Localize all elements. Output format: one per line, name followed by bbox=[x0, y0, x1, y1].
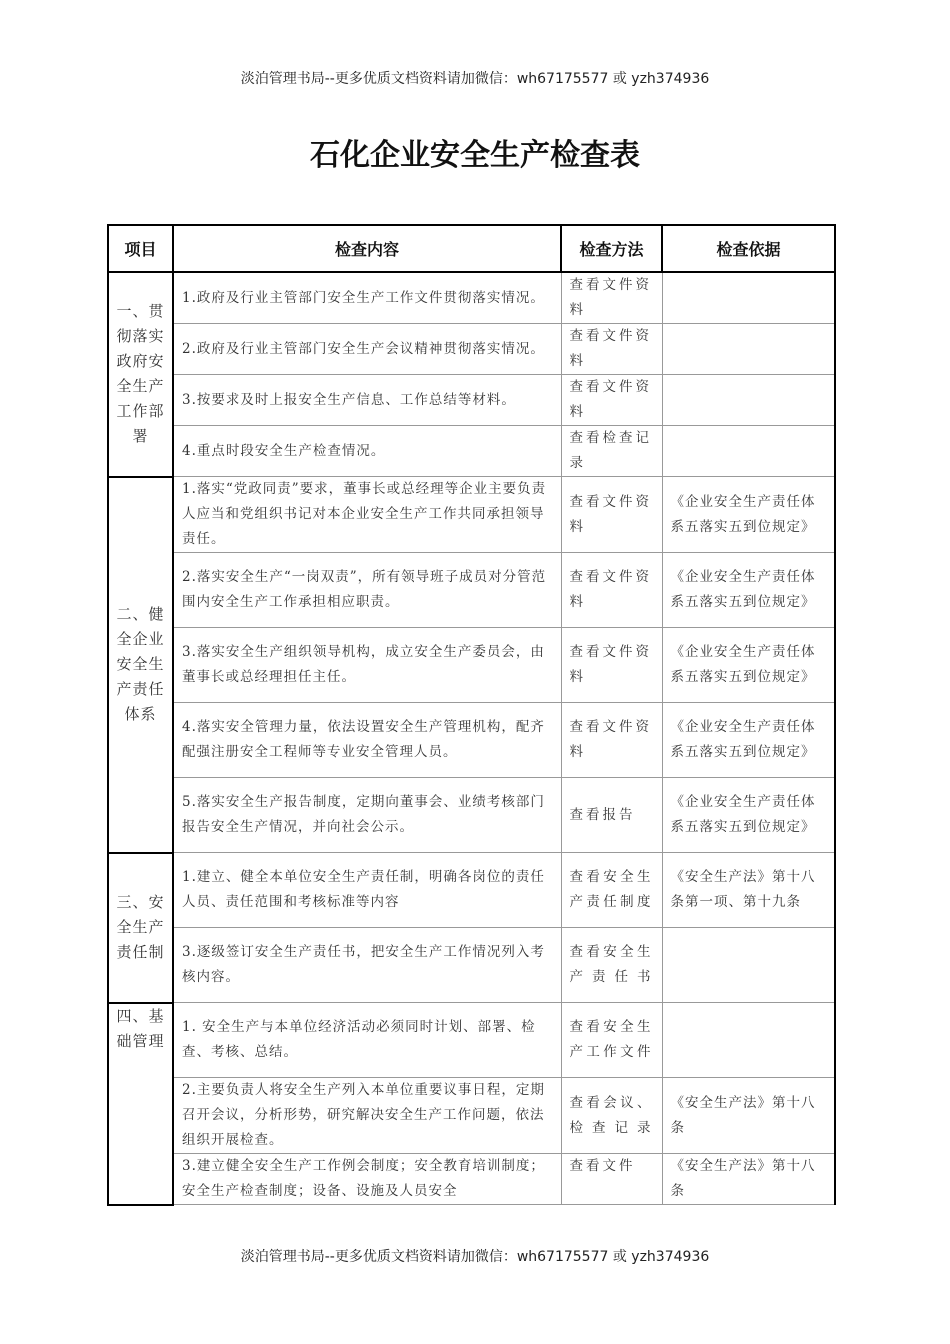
check-basis bbox=[662, 426, 835, 477]
check-method: 查看检查记录 bbox=[561, 426, 662, 477]
check-method: 查看文件资料 bbox=[561, 272, 662, 324]
check-method: 查看文件资料 bbox=[561, 553, 662, 628]
column-header-basis: 检查依据 bbox=[662, 225, 835, 272]
check-method: 查看文件资料 bbox=[561, 703, 662, 778]
table-row bbox=[108, 477, 835, 553]
check-method: 查看会议、检查记录 bbox=[561, 1078, 662, 1154]
check-content: 4.落实安全管理力量，依法设置安全生产管理机构，配齐配强注册安全工程师等专业安全管理人员。 bbox=[173, 703, 561, 778]
table-row bbox=[108, 928, 835, 1003]
table-row bbox=[108, 1154, 835, 1205]
check-basis: 《安全生产法》第十八条 bbox=[662, 1154, 835, 1205]
column-header-project: 项目 bbox=[108, 225, 173, 272]
check-method: 查看报告 bbox=[561, 778, 662, 853]
section-label-4: 四、基础管理 bbox=[108, 1003, 173, 1205]
document-title: 石化企业安全生产检查表 bbox=[310, 138, 640, 173]
check-content: 3.建立健全安全生产工作例会制度；安全教育培训制度；安全生产检查制度；设备、设施及人员安全 bbox=[173, 1154, 561, 1205]
check-method: 查看文件资料 bbox=[561, 324, 662, 375]
check-content: 1.落实“党政同责”要求，董事长或总经理等企业主要负责人应当和党组织书记对本企业安全生产工作共同承担领导责任。 bbox=[173, 477, 561, 553]
check-basis: 《安全生产法》第十八条第一项、第十九条 bbox=[662, 853, 835, 928]
check-basis: 《企业安全生产责任体系五落实五到位规定》 bbox=[662, 628, 835, 703]
check-content: 5.落实安全生产报告制度，定期向董事会、业绩考核部门报告安全生产情况，并向社会公示。 bbox=[173, 778, 561, 853]
check-basis: 《企业安全生产责任体系五落实五到位规定》 bbox=[662, 553, 835, 628]
section-label-3: 三、安全生产责任制 bbox=[108, 853, 173, 1003]
check-basis: 《企业安全生产责任体系五落实五到位规定》 bbox=[662, 778, 835, 853]
check-content: 3.逐级签订安全生产责任书，把安全生产工作情况列入考核内容。 bbox=[173, 928, 561, 1003]
table-row bbox=[108, 553, 835, 628]
section-label-1: 一、贯彻落实政府安全生产工作部署 bbox=[108, 272, 173, 477]
table-row bbox=[108, 324, 835, 375]
check-method: 查看安全生产责任制度 bbox=[561, 853, 662, 928]
check-content: 1.政府及行业主管部门安全生产工作文件贯彻落实情况。 bbox=[173, 272, 561, 324]
check-basis bbox=[662, 272, 835, 324]
table-row bbox=[108, 778, 835, 853]
page-footer-text: 淡泊管理书局--更多优质文档资料请加微信：wh67175577 或 yzh374936 bbox=[240, 1249, 710, 1265]
check-method: 查看文件资料 bbox=[561, 477, 662, 553]
check-basis: 《企业安全生产责任体系五落实五到位规定》 bbox=[662, 703, 835, 778]
table-row bbox=[108, 426, 835, 477]
check-method: 查看文件资料 bbox=[561, 628, 662, 703]
check-basis: 《安全生产法》第十八条 bbox=[662, 1078, 835, 1154]
check-method: 查看文件 bbox=[561, 1154, 662, 1205]
check-method: 查看安全生产工作文件 bbox=[561, 1003, 662, 1078]
table-row bbox=[108, 853, 835, 928]
check-content: 1.建立、健全本单位安全生产责任制，明确各岗位的责任人员、责任范围和考核标准等内容 bbox=[173, 853, 561, 928]
table-header-row bbox=[108, 225, 835, 272]
check-basis bbox=[662, 928, 835, 1003]
check-content: 4.重点时段安全生产检查情况。 bbox=[173, 426, 561, 477]
column-header-content: 检查内容 bbox=[173, 225, 561, 272]
check-content: 2.落实安全生产“一岗双责”，所有领导班子成员对分管范围内安全生产工作承担相应职责。 bbox=[173, 553, 561, 628]
table-row bbox=[108, 703, 835, 778]
column-header-method: 检查方法 bbox=[561, 225, 662, 272]
check-content: 2.主要负责人将安全生产列入本单位重要议事日程，定期召开会议，分析形势，研究解决安全生产工作问题，依法组织开展检查。 bbox=[173, 1078, 561, 1154]
table-row bbox=[108, 272, 835, 324]
page-header-text: 淡泊管理书局--更多优质文档资料请加微信：wh67175577 或 yzh374936 bbox=[240, 71, 710, 87]
check-content: 2.政府及行业主管部门安全生产会议精神贯彻落实情况。 bbox=[173, 324, 561, 375]
table-row bbox=[108, 1078, 835, 1154]
check-method: 查看安全生产责任书 bbox=[561, 928, 662, 1003]
check-basis bbox=[662, 375, 835, 426]
section-label-2: 二、健全企业安全生产责任体系 bbox=[108, 477, 173, 853]
table-row bbox=[108, 1003, 835, 1078]
check-content: 3.按要求及时上报安全生产信息、工作总结等材料。 bbox=[173, 375, 561, 426]
check-basis bbox=[662, 324, 835, 375]
inspection-table bbox=[107, 224, 836, 1206]
check-content: 3.落实安全生产组织领导机构，成立安全生产委员会，由董事长或总经理担任主任。 bbox=[173, 628, 561, 703]
table-row bbox=[108, 375, 835, 426]
check-method: 查看文件资料 bbox=[561, 375, 662, 426]
check-content: 1. 安全生产与本单位经济活动必须同时计划、部署、检查、考核、总结。 bbox=[173, 1003, 561, 1078]
table-row bbox=[108, 628, 835, 703]
check-basis: 《企业安全生产责任体系五落实五到位规定》 bbox=[662, 477, 835, 553]
check-basis bbox=[662, 1003, 835, 1078]
